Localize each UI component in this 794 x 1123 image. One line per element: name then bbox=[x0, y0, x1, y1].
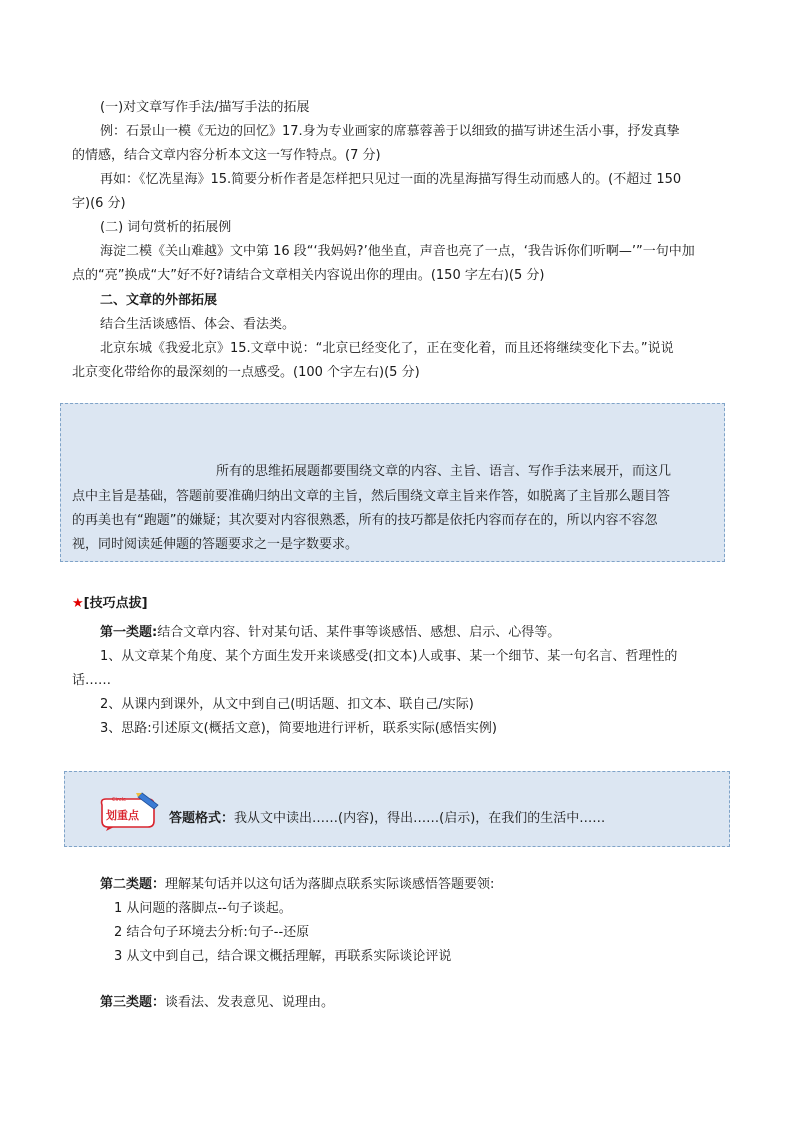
tip-point-3: 3、思路:引述原文(概括文意)，简要地进行评析，联系实际(感悟实例) bbox=[100, 721, 497, 736]
type1-text: 结合文章内容、针对某句话、某件事等谈感悟、感想、启示、心得等。 bbox=[157, 625, 561, 640]
note-line-2: 点中主旨是基础，答题前要准确归纳出文章的主旨，然后围绕文章主旨来作答，如脱离了主旨那么题目答 bbox=[72, 489, 671, 504]
sticker-small-text: Circle bbox=[112, 797, 127, 803]
sticker-text: 划重点 bbox=[106, 809, 139, 822]
type2-item-3: 3 从文中到自己，结合课文概括理解，再联系实际谈论评说 bbox=[114, 949, 452, 964]
example-line-4: 字)(6 分) bbox=[72, 196, 126, 211]
heading-word-appreciation: (二) 词句赏析的拓展例 bbox=[100, 220, 232, 235]
type1-label: 第一类题: bbox=[100, 625, 158, 640]
star-icon: ★ bbox=[72, 596, 84, 611]
type2-text: 理解某句话并以这句话为落脚点联系实际谈感悟答题要领: bbox=[165, 877, 495, 892]
type2-line bbox=[100, 874, 494, 896]
answer-format-text: 我从文中读出……(内容)，得出……(启示)，在我们的生活中…… bbox=[234, 811, 606, 826]
tips-heading bbox=[72, 593, 148, 615]
example-line-2: 的情感，结合文章内容分析本文这一写作特点。(7 分) bbox=[72, 148, 381, 163]
type2-item-2: 2 结合句子环境去分析:句子--还原 bbox=[114, 925, 310, 940]
heading-writing-technique: (一)对文章写作手法/描写手法的拓展 bbox=[100, 100, 310, 115]
example-line-7: 北京东城《我爱北京》15.文章中说：“北京已经变化了，正在变化着，而且还将继续变化下去。”说说 bbox=[100, 341, 674, 356]
example-line-8: 北京变化带给你的最深刻的一点感受。(100 个字左右)(5 分) bbox=[72, 365, 420, 380]
answer-format-label: 答题格式： bbox=[169, 811, 235, 826]
type3-line bbox=[100, 992, 334, 1014]
tip-point-2: 2、从课内到课外，从文中到自己(明话题、扣文本、联自己/实际) bbox=[100, 697, 474, 712]
note-line-3: 的再美也有“跑题”的嫌疑；其次要对内容很熟悉，所有的技巧都是依托内容而存在的，所以内容不容忽 bbox=[72, 513, 658, 528]
tip-point-1a: 1、从文章某个角度、某个方面生发开来谈感受(扣文本)人或事、某一个细节、某一句名言、哲理性的 bbox=[100, 649, 678, 664]
example-line-6: 点的“亮”换成“大”好不好?请结合文章相关内容说出你的理由。(150 字左右)(5 分) bbox=[72, 268, 545, 283]
type1-line bbox=[100, 622, 560, 644]
type3-label: 第三类题： bbox=[100, 995, 166, 1010]
type2-item-1: 1 从问题的落脚点--句子谈起。 bbox=[114, 901, 292, 916]
type3-text: 谈看法、发表意见、说理由。 bbox=[165, 995, 335, 1010]
example-line-3: 再如：《忆冼星海》15.简要分析作者是怎样把只见过一面的冼星海描写得生动而感人的。(不超过 150 bbox=[100, 172, 682, 187]
answer-format-line bbox=[169, 808, 605, 830]
example-line-1: 例：石景山一模《无边的回忆》17.身为专业画家的席慕蓉善于以细致的描写讲述生活小事，抒发真挚 bbox=[100, 124, 680, 139]
heading-external-expansion: 二、文章的外部拓展 bbox=[100, 293, 218, 308]
type2-label: 第二类题： bbox=[100, 877, 166, 892]
highlight-sticker-icon bbox=[98, 791, 162, 831]
tips-heading-text: [技巧点拔] bbox=[83, 596, 148, 611]
example-line-5: 海淀二模《关山难越》文中第 16 段“‘我妈妈?’他坐直，声音也亮了一点，‘我告诉你们听啊—’”一句中加 bbox=[100, 244, 695, 259]
note-line-1: 所有的思维拓展题都要围绕文章的内容、主旨、语言、写作手法来展开，而这几 bbox=[216, 464, 672, 479]
note-line-4: 视，同时阅读延伸题的答题要求之一是字数要求。 bbox=[72, 537, 359, 552]
external-desc: 结合生活谈感悟、体会、看法类。 bbox=[100, 317, 296, 332]
tip-point-1b: 话…… bbox=[72, 673, 112, 688]
